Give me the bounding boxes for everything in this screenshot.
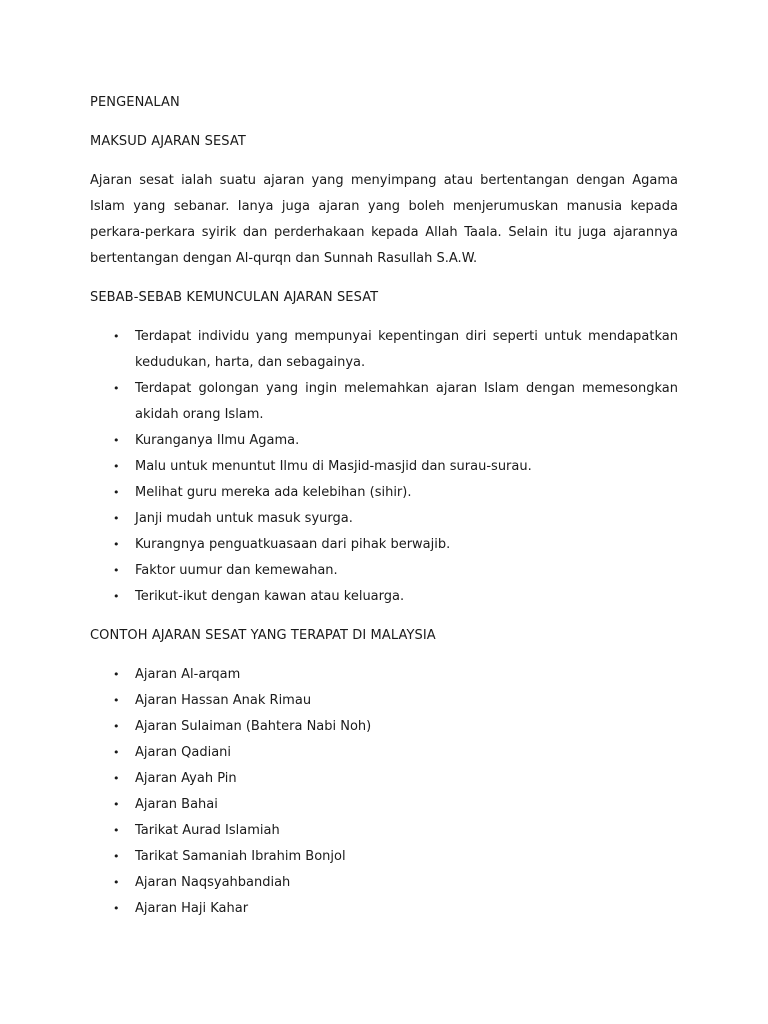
list-item bbox=[90, 740, 678, 766]
list-item-text: Ajaran Ayah Pin bbox=[135, 771, 237, 786]
list-item bbox=[90, 532, 678, 558]
list-item-text: Terdapat individu yang mempunyai kepentingan diri seperti untuk mendapatkan kedudukan, harta, dan sebagainya. bbox=[135, 329, 678, 370]
document-page bbox=[90, 90, 678, 935]
list-item bbox=[90, 480, 678, 506]
list-item bbox=[90, 558, 678, 584]
section-heading-sebab: SEBAB-SEBAB KEMUNCULAN AJARAN SESAT bbox=[90, 290, 379, 305]
list-item-text: Janji mudah untuk masuk syurga. bbox=[135, 511, 353, 526]
list-item-text: Ajaran Naqsyahbandiah bbox=[135, 875, 291, 890]
bullet-icon: • bbox=[113, 668, 120, 681]
bullet-icon: • bbox=[113, 798, 120, 811]
list-item bbox=[90, 714, 678, 740]
bullet-icon: • bbox=[113, 876, 120, 889]
list-item bbox=[90, 428, 678, 454]
list-item bbox=[90, 818, 678, 844]
document-title: PENGENALAN bbox=[90, 95, 180, 110]
causes-list bbox=[90, 324, 678, 610]
list-item-text: Ajaran Qadiani bbox=[135, 745, 232, 760]
list-item-text: Kuranganya Ilmu Agama. bbox=[135, 433, 300, 448]
section-heading-maksud: MAKSUD AJARAN SESAT bbox=[90, 134, 246, 149]
list-item-text: Terdapat golongan yang ingin melemahkan ajaran Islam dengan memesongkan akidah orang Islam. bbox=[135, 381, 678, 422]
list-item bbox=[90, 688, 678, 714]
section-heading-contoh: CONTOH AJARAN SESAT YANG TERAPAT DI MALAYSIA bbox=[90, 628, 436, 643]
bullet-icon: • bbox=[113, 902, 120, 915]
list-item bbox=[90, 584, 678, 610]
bullet-icon: • bbox=[113, 538, 120, 551]
list-item-text: Tarikat Samaniah Ibrahim Bonjol bbox=[135, 849, 346, 864]
list-item-text: Malu untuk menuntut Ilmu di Masjid-masjid dan surau-surau. bbox=[135, 459, 532, 474]
bullet-icon: • bbox=[113, 486, 120, 499]
list-item-text: Ajaran Hassan Anak Rimau bbox=[135, 693, 312, 708]
list-item bbox=[90, 506, 678, 532]
bullet-icon: • bbox=[113, 590, 120, 603]
list-item bbox=[90, 766, 678, 792]
bullet-icon: • bbox=[113, 330, 120, 343]
bullet-icon: • bbox=[113, 746, 120, 759]
list-item-text: Tarikat Aurad Islamiah bbox=[135, 823, 280, 838]
list-item-text: Terikut-ikut dengan kawan atau keluarga. bbox=[135, 589, 405, 604]
definition-paragraph: Ajaran sesat ialah suatu ajaran yang menyimpang atau bertentangan dengan Agama Islam yang sebanar. Ianya juga ajaran yang boleh menjerumuskan manusia kepada perkara-perkara syirik dan perderhakaan kepada Allah Taala. Selain itu juga ajarannya bertentangan dengan Al-qurqn dan Sunnah Rasullah S.A.W. bbox=[90, 173, 678, 266]
list-item bbox=[90, 376, 678, 428]
bullet-icon: • bbox=[113, 434, 120, 447]
list-item bbox=[90, 324, 678, 376]
bullet-icon: • bbox=[113, 824, 120, 837]
list-item-text: Kurangnya penguatkuasaan dari pihak berwajib. bbox=[135, 537, 451, 552]
list-item bbox=[90, 792, 678, 818]
examples-list bbox=[90, 662, 678, 922]
bullet-icon: • bbox=[113, 512, 120, 525]
list-item bbox=[90, 454, 678, 480]
bullet-icon: • bbox=[113, 564, 120, 577]
list-item-text: Ajaran Bahai bbox=[135, 797, 218, 812]
bullet-icon: • bbox=[113, 772, 120, 785]
list-item-text: Ajaran Sulaiman (Bahtera Nabi Noh) bbox=[135, 719, 372, 734]
list-item bbox=[90, 662, 678, 688]
bullet-icon: • bbox=[113, 460, 120, 473]
list-item-text: Ajaran Haji Kahar bbox=[135, 901, 249, 916]
bullet-icon: • bbox=[113, 850, 120, 863]
list-item bbox=[90, 896, 678, 922]
list-item-text: Ajaran Al-arqam bbox=[135, 667, 241, 682]
list-item bbox=[90, 844, 678, 870]
bullet-icon: • bbox=[113, 694, 120, 707]
bullet-icon: • bbox=[113, 382, 120, 395]
list-item-text: Melihat guru mereka ada kelebihan (sihir). bbox=[135, 485, 412, 500]
bullet-icon: • bbox=[113, 720, 120, 733]
list-item bbox=[90, 870, 678, 896]
list-item-text: Faktor uumur dan kemewahan. bbox=[135, 563, 338, 578]
